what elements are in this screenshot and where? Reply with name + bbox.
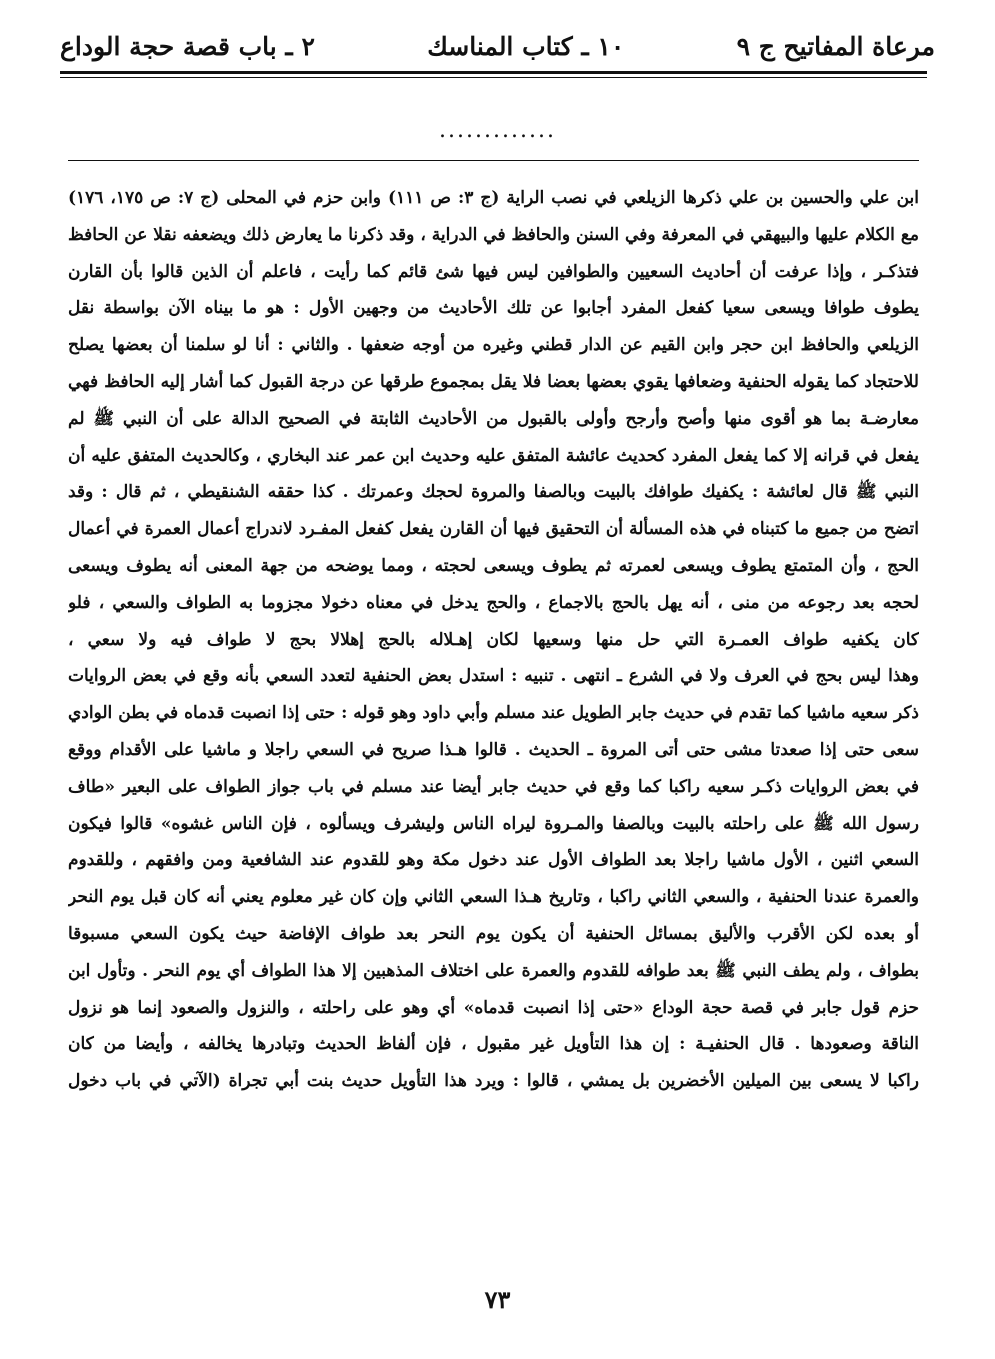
text-line: في بعض الروايات ذكـر سعيه راكبا كما وقع في حديث جابر أيضا عند مسلم في باب جواز الطواف على البعير «طاف (68, 776, 919, 797)
text-line: راكبا لا يسعى بين الميلين الأخضرين بل يمشي ، قالوا : ويرد هذا التأويل حديث بنت أبي تجراة (الآتي في باب دخول (68, 1071, 919, 1092)
text-line: بطواف ، ولم يطف النبي ﷺ بعد طوافه للقدوم والعمرة على اختلاف المذهبين إلا هذا الطواف أي يوم النحر . وتأول ابن (68, 960, 919, 981)
header-rule-thin (60, 77, 927, 78)
text-line: وهذا ليس بحج في العرف ولا في الشرع ـ انتهى . تنبيه : استدل بعض الحنفية لتعدد السعي بأنه وقع في بعض الروايات (68, 666, 919, 687)
text-line: أو بعده لكن الأقرب والأليق بمسائل الحنفية أن يكون يوم النحر بعد طواف الإفاضة حيث يكون السعي مسبوقا (68, 923, 919, 944)
text-line: يفعل في قرانه إلا كما يفعل المفرد كحديث عائشة المتفق عليه وحديث ابن عمر عند البخاري ، وكالحديث المتفق عليه أن (68, 445, 919, 466)
text-line: رسول الله ﷺ على راحلته بالبيت وبالصفا والمـروة ليراه الناس وليشرف ويسألوه ، فإن الناس غشوه» قالوا فيكون (68, 813, 919, 834)
text-line: ابن علي والحسين بن علي ذكرها الزيلعي في نصب الراية (ج ٣: ص ١١١) وابن حزم في المحلى (ج ٧: ص ١٧٥، ١٧٦) (68, 188, 919, 208)
separator-dots: ............. (439, 118, 556, 143)
text-line: معارضـة بما هو أقوى منها وأصح وأرجح وأولى بالقبول من الأحاديث الثابتة في الصحيح الدالة على أن النبي ﷺ لم (68, 408, 919, 429)
text-line: النبي ﷺ قال لعائشة : يكفيك طوافك بالبيت وبالصفا والمروة لحجك وعمرتك . كذا حققه الشنقيطي ، ثم قال : وقد (68, 482, 919, 503)
text-line: حزم قول جابر في قصة حجة الوداع «حتى إذا انصبت قدماه» أي وهو على راحلته ، والنزول والصعود إنما هو نزول (68, 997, 919, 1018)
section-title: ٢ ـ باب قصة حجة الوداع (60, 31, 315, 61)
header-rule-thick (60, 71, 927, 74)
footnote-body (68, 180, 919, 1100)
text-line: ذكر سعيه ماشيا كما تقدم في حديث جابر الطويل عند مسلم وأبي داود وهو قوله : حتى إذا انصبت قدماه في بطن الوادي (68, 703, 919, 724)
text-line: اتضح من جميع ما كتبناه في هذه المسألة أن التحقيق فيها أن القارن يفعل كفعل المفـرد لاندراج أعمال العمرة في أعمال (68, 519, 919, 540)
running-header (60, 22, 935, 70)
text-line: الناقة وصعودها . قال الحنفيـة : إن هذا التأويل غير مقبول ، فإن ألفاظ الحديث وتبادرها يخالفه ، وأيضا من كان (68, 1034, 919, 1055)
text-line: لحجه بعد رجوعه من منى ، أنه يهل بالحج بالاجماع ، والحج يدخل في معناه دخولا مجزوما به الطواف والسعي ، فلو (68, 592, 919, 613)
text-line: مع الكلام عليها والبيهقي في المعرفة وفي السنن والحافظ في الدراية ، وقد ذكرنا ما يعارض ذلك ويضعفه نقلا عن الحافظ (68, 224, 919, 245)
text-line: الحج ، وأن المتمتع يطوف ويسعى لعمرته ثم يطوف ويسعى لحجته ، ومما يوضحه من جهة المعنى أنه يطوف ويسعى (68, 555, 919, 576)
page-number: ٧٣ (484, 1285, 511, 1314)
text-line: يطوف طوافا ويسعى سعيا كفعل المفرد أجابوا عن تلك الأحاديث من وجهين الأول : هو ما بيناه الآن بواسطة نقل (68, 298, 919, 319)
text-line: كان يكفيه طواف العمـرة التي حل منها وسعيها لكان إهـلاله بالحج إهلالا بحج لا طواف فيه ولا سعي ، (68, 629, 919, 650)
text-line: السعي اثنين ، الأول ماشيا راجلا بعد الطواف الأول عند دخول مكة وهو للقدوم عند الشافعية ومن وافقهم ، وللقدوم (68, 850, 919, 871)
text-line: فتذكـر ، وإذا عرفت أن أحاديث السعيين والطوافين ليس فيها شئ قائم كما رأيت ، فاعلم أن الذين قالوا بأن القارن (68, 261, 919, 282)
text-line: سعى حتى إذا صعدتا مشى حتى أتى المروة ـ الحديث . قالوا هـذا صريح في السعي راجلا و ماشيا على الأقدام ووقع (68, 739, 919, 760)
footnote-rule (68, 160, 919, 161)
text-line: والعمرة عندنا الحنفية ، والسعي الثاني راكبا ، وتاريخ هـذا السعي الثاني وإن كان غير معلوم يعني أنه كان قبل يوم النحر (68, 887, 919, 908)
text-line: للاحتجاد كما يقوله الحنفية وضعافها يقوي بعضها بعضا فلا يقل بمجموع طرقها عن درجة القبول كما أشار إليه الحافظ فهي (68, 371, 919, 392)
book-title: مرعاة المفاتيح ج ٩ (736, 31, 935, 61)
chapter-title: ١٠ ـ كتاب المناسك (427, 31, 625, 61)
text-line: الزيلعي والحافظ ابن حجر وابن القيم عن الدار قطني وغيره من أوجه ضعفها . والثاني : أنا لو سلمنا أن بعضها يصلح (68, 335, 919, 356)
